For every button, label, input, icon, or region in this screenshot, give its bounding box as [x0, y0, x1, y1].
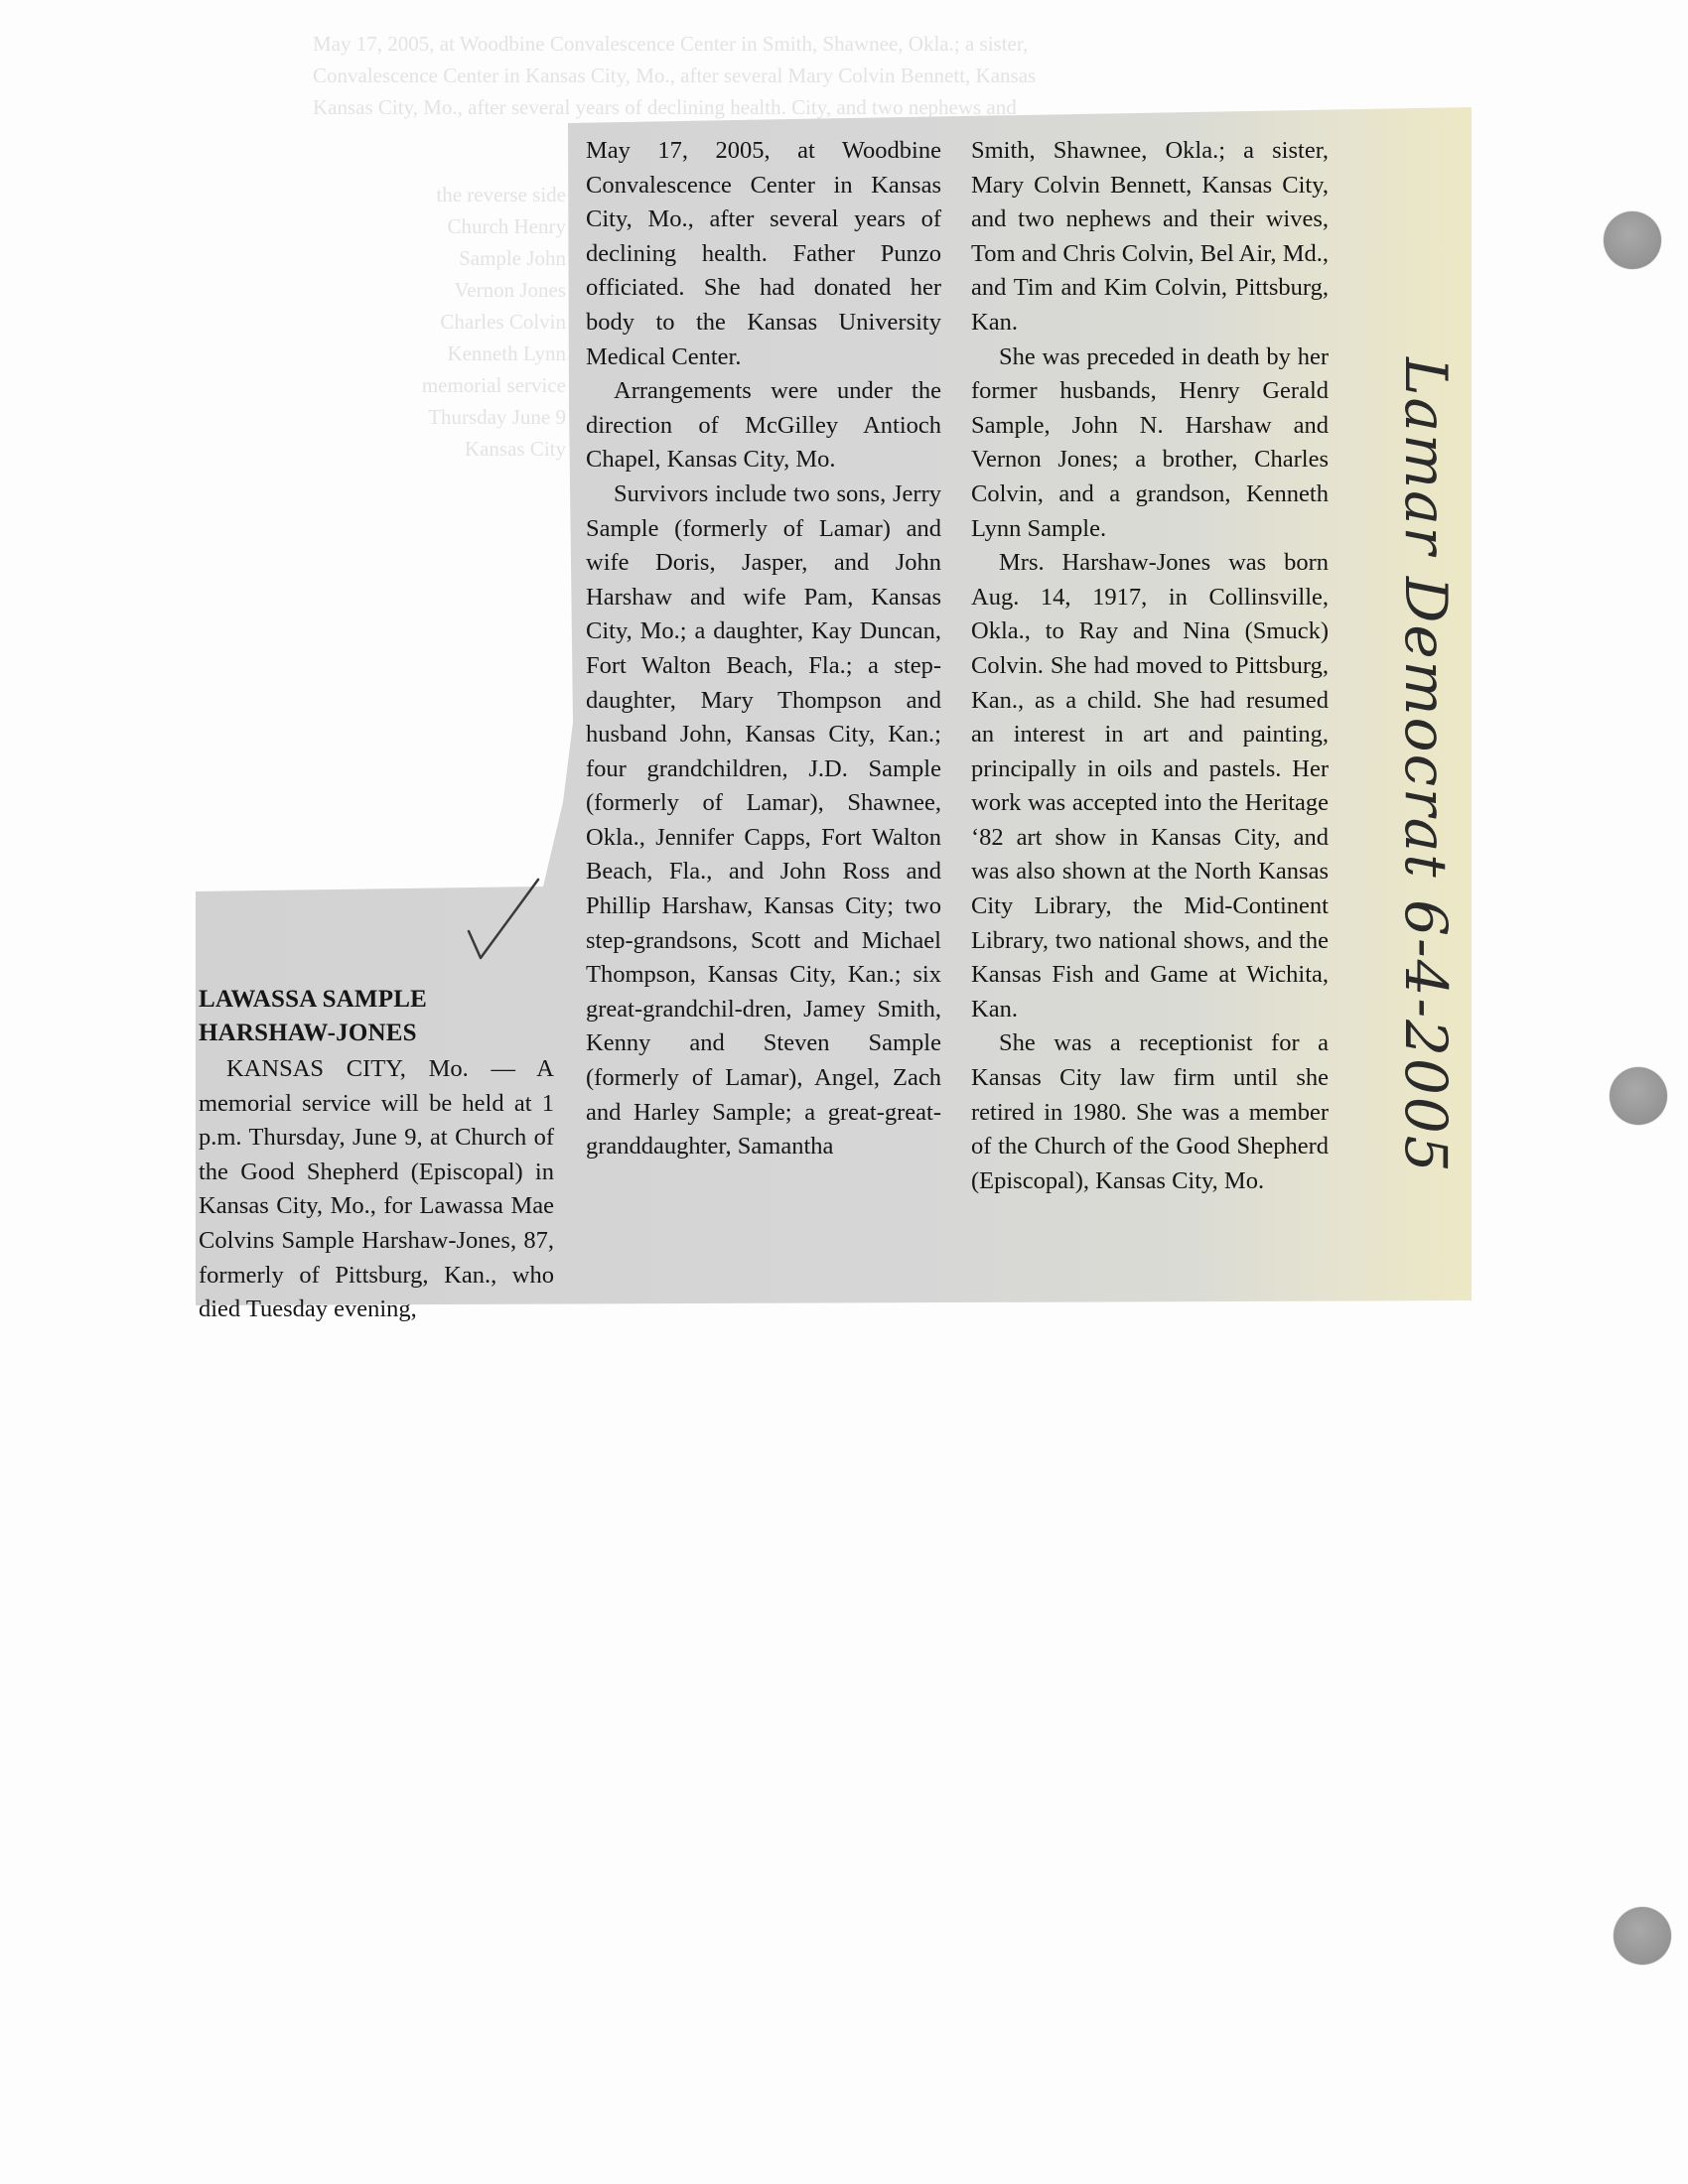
handwritten-source-note: Lamar Democrat 6-4-2005: [1392, 357, 1460, 1174]
checkmark-icon: [467, 874, 546, 968]
bleed-through-text-left: the reverse side Church Henry Sample John Vernon Jones Charles Colvin Kenneth Lynn memorial service Thursday June 9 Kansas City: [421, 183, 566, 461]
headline-line-2: HARSHAW-JONES: [199, 1020, 417, 1046]
punch-hole-middle: [1610, 1067, 1667, 1125]
paragraph: Survivors include two sons, Jerry Sample (formerly of Lamar) and wife Doris, Jasper, and John Harshaw and wife Pam, Kansas City, Mo.; a daughter, Kay Duncan, Fort Walton Beach, Fla.; a step-daughter, Mary Thompson and husband John, Kansas City, Kan.; four grandchildren, J.D. Sample (formerly of Lamar), Shawnee, Okla., Jennifer Capps, Fort Walton Beach, Fla., and John Ross and Phillip Harshaw, Kansas City; two step-grandsons, Scott and Michael Thompson, Kansas City, Kan.; six great-grandchil-dren, Jamey Smith, Kenny and Steven Sample (formerly of Lamar), Angel, Zach and Harley Sample; a great-great-granddaughter, Samantha: [586, 479, 941, 1160]
obituary-headline: [199, 983, 554, 1050]
obituary-column-1: [199, 983, 554, 1327]
paragraph: Mrs. Harshaw-Jones was born Aug. 14, 1917, in Collinsville, Okla., to Ray and Nina (Smuck) Colvin. She had moved to Pittsburg, Kan., as a child. She had resumed an interest in art and painting, principally in oils and pastels. Her work was accepted into the Heritage ‘82 art show in Kansas City, and was also shown at the North Kansas City Library, the Mid-Continent Library, two national shows, and the Kansas Fish and Game at Wichita, Kan.: [971, 549, 1329, 1023]
paragraph: She was preceded in death by her former husbands, Henry Gerald Sample, John N. Harshaw and Vernon Jones; a brother, Charles Colvin, and a grandson, Kenneth Lynn Sample.: [971, 342, 1329, 542]
paragraph: Arrangements were under the direction of McGilley Antioch Chapel, Kansas City, Mo.: [586, 377, 941, 474]
bleed-through-text-top: May 17, 2005, at Woodbine Convalescence Center in Smith, Shawnee, Okla.; a sister, Convalescence Center in Kansas City, Mo., after several Mary Colvin Bennett, Kansas Kansas City, Mo., after several years of declining health. City, and two nephews and: [313, 32, 1037, 119]
headline-line-1: LAWASSA SAMPLE: [199, 986, 427, 1013]
obituary-column-3: [971, 134, 1329, 1198]
obituary-column-2: [586, 134, 941, 1164]
paragraph: May 17, 2005, at Woodbine Convalescence Center in Kansas City, Mo., after several years of declining health. Father Punzo officiated. She had donated her body to the Kansas University Medical Center.: [586, 137, 941, 370]
paragraph: She was a receptionist for a Kansas City law firm until she retired in 1980. She was a member of the Church of the Good Shepherd (Episcopal), Kansas City, Mo.: [971, 1029, 1329, 1194]
paragraph: KANSAS CITY, Mo. — A memorial service will be held at 1 p.m. Thursday, June 9, at Church of the Good Shepherd (Episcopal) in Kansas City, Mo., for Lawassa Mae Colvins Sample Harshaw-Jones, 87, formerly of Pittsburg, Kan., who died Tuesday evening,: [199, 1055, 554, 1323]
punch-hole-top: [1604, 211, 1661, 269]
paragraph: Smith, Shawnee, Okla.; a sister, Mary Colvin Bennett, Kansas City, and two nephews and their wives, Tom and Chris Colvin, Bel Air, Md., and Tim and Kim Colvin, Pittsburg, Kan.: [971, 137, 1329, 336]
punch-hole-bottom: [1614, 1907, 1671, 1965]
